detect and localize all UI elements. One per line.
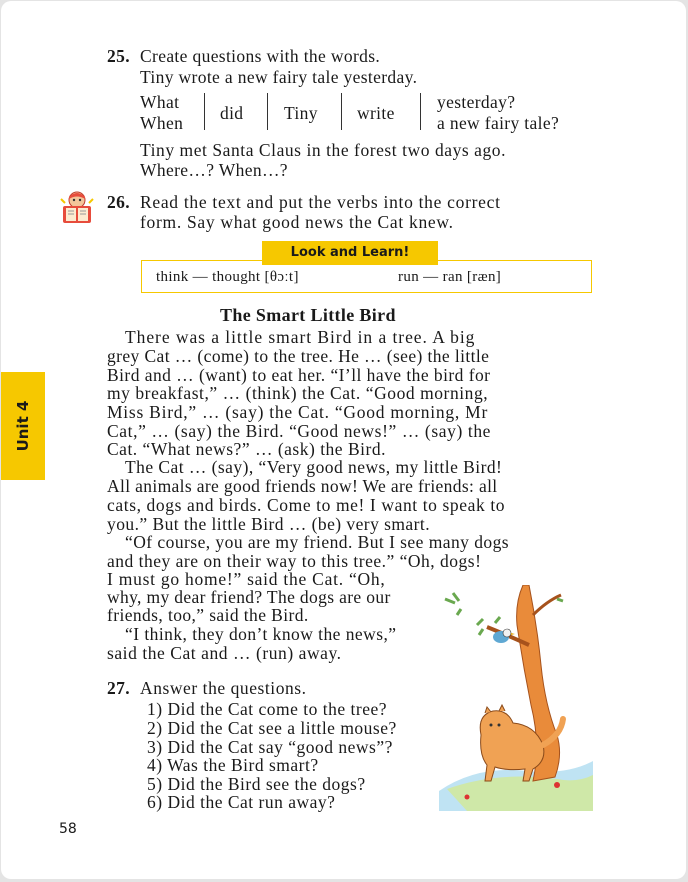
- table-divider: [204, 93, 205, 130]
- story-line: grey Cat … (come) to the tree. He … (see) the little: [107, 346, 490, 366]
- ex25-sentence1: Tiny wrote a new fairy tale yesterday.: [140, 67, 418, 87]
- table-aux: did: [220, 103, 244, 123]
- story-line: and they are on their way to this tree.” “Oh, dogs!: [107, 551, 482, 571]
- story-line: Cat. “What news?” … (ask) the Bird.: [107, 439, 386, 459]
- story-line: said the Cat and … (run) away.: [107, 643, 342, 663]
- story-line: “Of course, you are my friend. But I see many dogs: [125, 532, 510, 552]
- table-obj-fairy-tale: a new fairy tale?: [437, 113, 560, 133]
- story-line: Cat,” … (say) the Bird. “Good news!” … (say) the: [107, 421, 492, 441]
- story-line: cats, dogs and birds. Come to me! I want to speak to: [107, 495, 506, 515]
- story-line: I must go home!” said the Cat. “Oh,: [107, 569, 386, 589]
- question-item: 5) Did the Bird see the dogs?: [147, 774, 366, 794]
- table-divider: [341, 93, 342, 130]
- ex25-number: 25.: [107, 46, 130, 66]
- table-obj-yesterday: yesterday?: [437, 92, 516, 112]
- reading-book-icon: [59, 191, 95, 225]
- ex25-sentence2: Tiny met Santa Claus in the forest two days ago.: [140, 140, 507, 160]
- story-line: why, my dear friend? The dogs are our: [107, 587, 391, 607]
- story-line: Bird and … (want) to eat her. “I’ll have the bird for: [107, 365, 491, 385]
- story-line: The Cat … (say), “Very good news, my little Bird!: [125, 457, 503, 477]
- question-item: 4) Was the Bird smart?: [147, 755, 319, 775]
- ex26-instruction-line1: Read the text and put the verbs into the correct: [140, 192, 501, 212]
- page-number: 58: [59, 821, 77, 837]
- ex26-instruction-line2: form. Say what good news the Cat knew.: [140, 212, 454, 232]
- textbook-page: [1, 1, 686, 879]
- story-line: friends, too,” said the Bird.: [107, 605, 309, 625]
- look-and-learn-label: Look and Learn!: [262, 241, 438, 265]
- question-item: 6) Did the Cat run away?: [147, 792, 336, 812]
- table-wh-what: What: [140, 92, 180, 112]
- question-item: 2) Did the Cat see a little mouse?: [147, 718, 397, 738]
- story-line: “I think, they don’t know the news,”: [125, 624, 397, 644]
- look-and-learn-run: run — ran [ræn]: [398, 269, 502, 285]
- unit-tab-label: Unit 4: [14, 400, 32, 452]
- story-title: The Smart Little Bird: [220, 305, 396, 325]
- look-and-learn-think: think — thought [θɔːt]: [156, 269, 299, 285]
- story-line: you.” But the little Bird … (be) very smart.: [107, 514, 431, 534]
- ex26-number: 26.: [107, 192, 130, 212]
- ex27-instruction: Answer the questions.: [140, 678, 307, 698]
- question-item: 3) Did the Cat say “good news”?: [147, 737, 393, 757]
- story-line: All animals are good friends now! We are friends: all: [107, 476, 498, 496]
- question-item: 1) Did the Cat come to the tree?: [147, 699, 388, 719]
- story-line: There was a little smart Bird in a tree. A big: [125, 327, 476, 347]
- table-subject: Tiny: [284, 103, 318, 123]
- unit-tab: [1, 372, 45, 480]
- table-wh-when: When: [140, 113, 184, 133]
- table-verb: write: [357, 103, 395, 123]
- table-divider: [267, 93, 268, 130]
- ex25-sentence2-prompts: Where…? When…?: [140, 160, 288, 180]
- story-line: my breakfast,” … (think) the Cat. “Good morning,: [107, 383, 489, 403]
- table-divider: [420, 93, 421, 130]
- ex27-number: 27.: [107, 678, 130, 698]
- ex25-instruction: Create questions with the words.: [140, 46, 381, 66]
- cat-and-bird-illustration: [437, 585, 593, 811]
- story-line: Miss Bird,” … (say) the Cat. “Good morning, Mr: [107, 402, 489, 422]
